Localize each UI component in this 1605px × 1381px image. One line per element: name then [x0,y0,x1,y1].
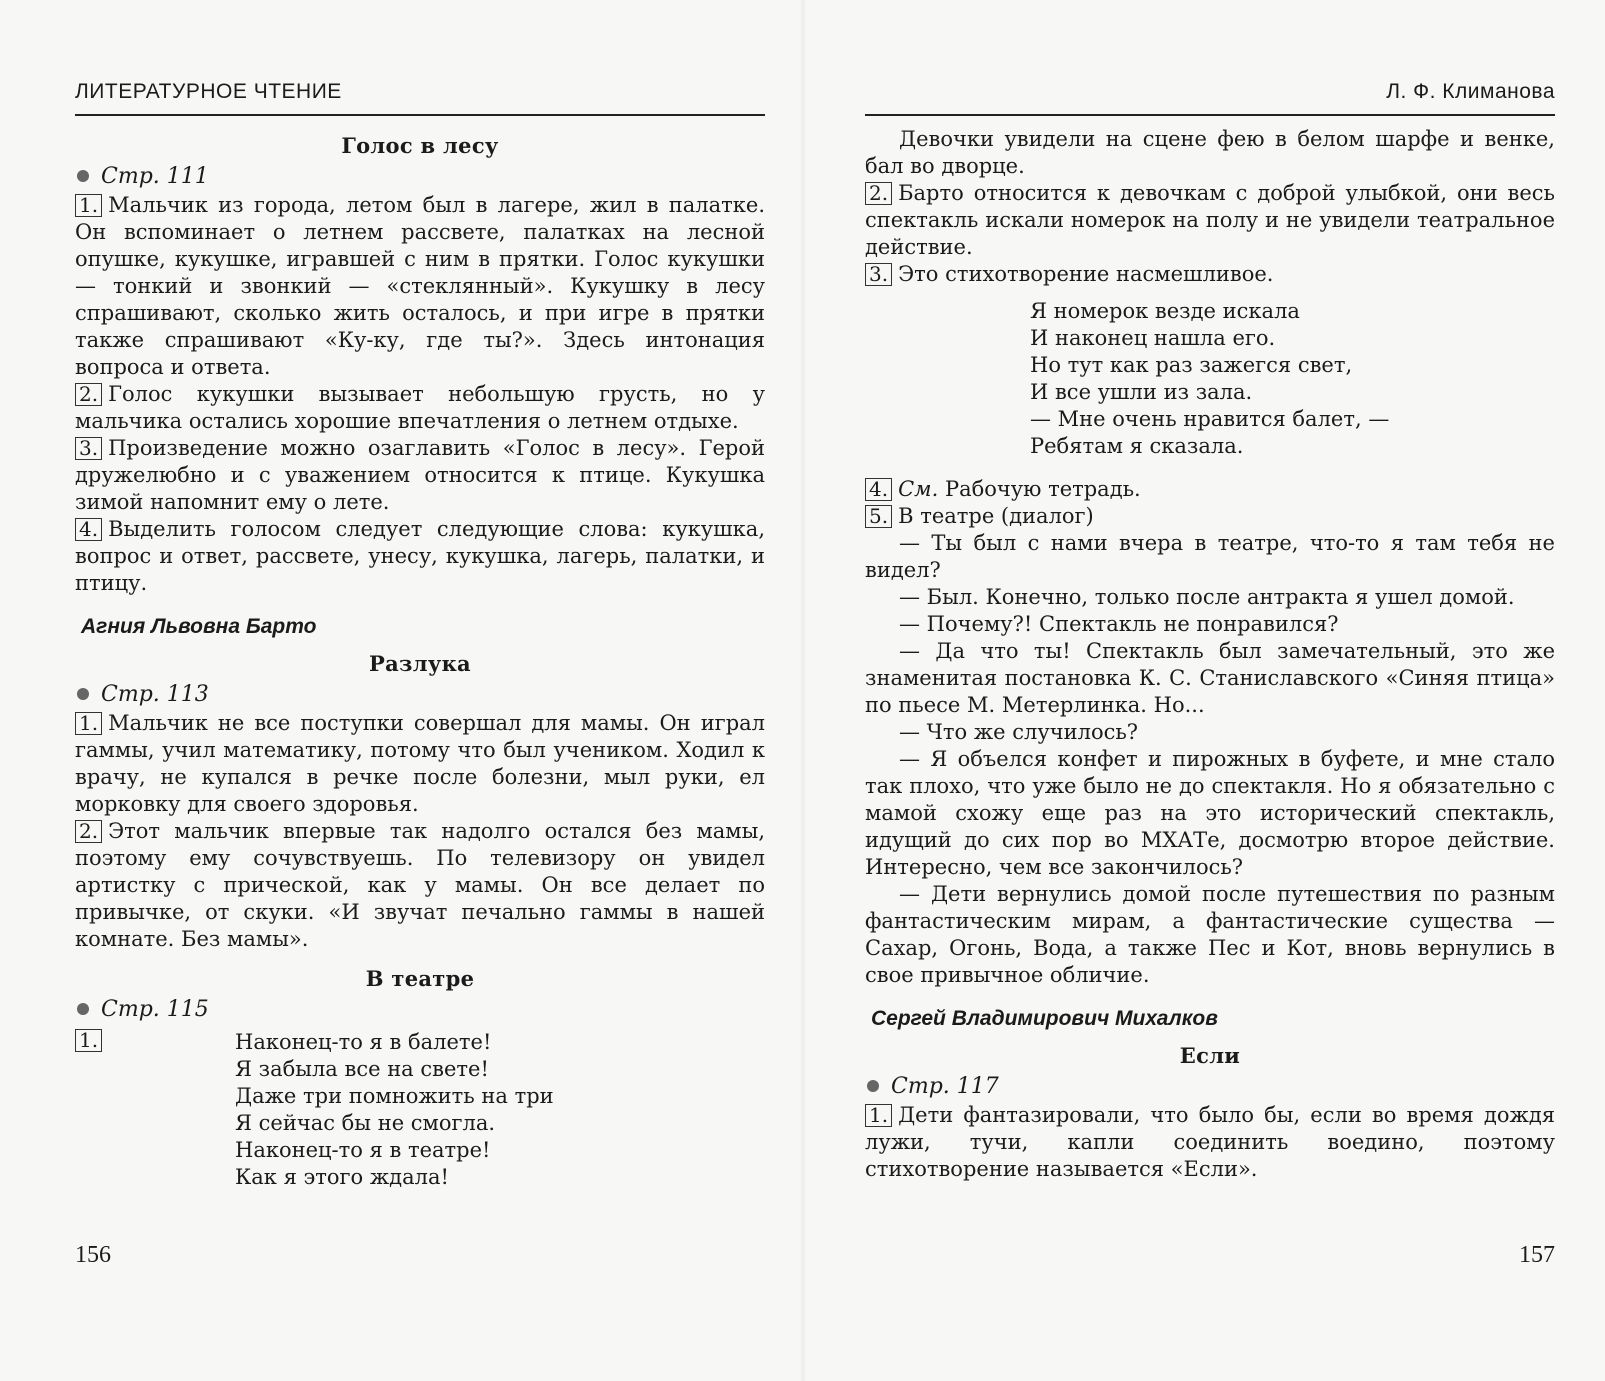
poem-line: Наконец-то я в балете! [235,1030,492,1054]
answer-item: 2. Этот мальчик впервые так надолго остался без мамы, поэтому ему сочувствуешь. По телевизору он увидел артистку с прической, как у мамы. Он все делает по привычке, от скуки. «И звучат печально гаммы в нашей комнате. Без мамы». [75,819,765,951]
poem-line: Ребятам я сказала. [1030,434,1244,458]
answer-number: 3. [865,263,892,286]
poem-line: Я забыла все на свете! [235,1057,489,1081]
page-ref-111: Стр. 111 [75,163,765,190]
dialog-line: — Я объелся конфет и пирожных в буфете, и мне стало так плохо, что уже было не до спектакля. Но я обязательно с мамой схожу еще раз на это исторический спектакль, идущий до сих пор во МХАТе, досмотрю второе действие. Интересно, чем все закончилось? [865,747,1555,879]
answer-number: 1. [865,1104,892,1127]
running-head-left: ЛИТЕРАТУРНОЕ ЧТЕНИЕ [75,78,765,116]
answer-item: 2. Барто относится к девочкам с доброй улыбкой, они весь спектакль искали номерок на полу и не увидели театральное действие. [865,181,1555,259]
dialog-line: — Да что ты! Спектакль был замечательный, это же знаменитая постановка К. С. Станиславского «Синяя птица» по пьесе М. Метерлинка. Но... [865,639,1555,717]
page-number-left: 156 [75,1242,111,1268]
page-number-right: 157 [1519,1242,1555,1268]
answer-number: 2. [75,820,102,843]
left-page [75,0,765,1381]
left-page-content [75,126,765,1207]
section-title-esli: Если [1179,1043,1241,1068]
poem-line: И наконец нашла его. [1030,326,1276,350]
poem-line: Наконец-то я в театре! [235,1138,491,1162]
poem [75,1029,765,1191]
author-mikhalkov: Сергей Владимирович Михалков [871,1007,1218,1030]
answer-item: 3. Это стихотворение насмешливое. [865,261,1555,288]
answer-number: 1. [75,1029,102,1052]
bullet-icon [77,688,89,700]
bullet-icon [867,1080,879,1092]
paragraph: Девочки увидели на сцене фею в белом шарфе и венке, бал во дворце. [865,127,1555,178]
answer-number: 2. [865,182,892,205]
poem-line: — Мне очень нравится балет, — [1030,407,1390,431]
answer-number: 1. [75,194,102,217]
dialog-line: — Ты был с нами вчера в театре, что-то я там тебя не видел? [865,531,1555,582]
section-title-golos: Голос в лесу [341,133,499,158]
answer-item: 3. Произведение можно озаглавить «Голос в лесу». Герой дружелюбно и с уважением относится к птице. Кукушка зимой напомнит ему о лете. [75,436,765,514]
page-ref-117: Стр. 117 [865,1073,1555,1100]
poem-line: Как я этого ждала! [235,1165,449,1189]
bullet-icon [77,1003,89,1015]
answer-number: 5. [865,505,892,528]
poem-line: Я номерок везде искала [1030,299,1300,323]
answer-number: 1. [75,712,102,735]
book-gutter [800,0,806,1381]
poem-line: Я сейчас бы не смогла. [235,1111,496,1135]
answer-item: 5. В театре (диалог) [865,503,1555,530]
answer-item: 1. Мальчик из города, летом был в лагере, жил в палатке. Он вспоминает о летнем рассвете, палатках на лесной опушке, кукушке, игравшей с ним в прятки. Голос кукушки — тонкий и звонкий — «стеклянный». Кукушку в лесу спрашивают, сколько жить осталось, и при игре в прятки также спрашивают «Ку-ку, где ты?». Здесь интонация вопроса и ответа. [75,193,765,379]
author-barto: Агния Львовна Барто [81,615,317,638]
answer-item: 1. Мальчик не все поступки совершал для мамы. Он играл гаммы, учил математику, потому что был учеником. Ходил к врачу, не купался в речке после болезни, мыл руки, ел морковку для своего здоровья. [75,711,765,816]
section-title-razluka: Разлука [369,651,471,676]
right-page [865,0,1555,1381]
answer-number: 4. [75,518,102,541]
answer-number: 2. [75,383,102,406]
section-title-teatr: В театре [365,966,475,991]
dialog-line: — Почему?! Спектакль не понравился? [899,612,1339,636]
answer-item: 4. См. Рабочую тетрадь. [865,476,1555,503]
poem-block [75,1029,765,1191]
page-ref-113: Стр. 113 [75,681,765,708]
dialog-line: — Что же случилось? [899,720,1139,744]
poem-line: Даже три помножить на три [235,1084,554,1108]
answer-item: 1. Дети фантазировали, что было бы, если во время дождя лужи, тучи, капли соединить воедино, поэтому стихотворение называется «Если». [865,1103,1555,1181]
running-head-right: Л. Ф. Климанова [865,78,1555,116]
poem-line: Но тут как раз зажегся свет, [1030,353,1353,377]
dialog-line: — Был. Конечно, только после антракта я ушел домой. [899,585,1515,609]
poem [865,298,1555,460]
poem-line: И все ушли из зала. [1030,380,1253,404]
answer-number: 4. [865,478,892,501]
page-ref-115: Стр. 115 [75,996,765,1023]
answer-item: 2. Голос кукушки вызывает небольшую грусть, но у мальчика остались хорошие впечатления о летнем отдыхе. [75,382,765,433]
answer-item: 4. Выделить голосом следует следующие слова: кукушка, вопрос и ответ, рассвете, унесу, кукушка, лагерь, палатки, и птицу. [75,517,765,595]
right-page-content [865,126,1555,1183]
bullet-icon [77,170,89,182]
dialog-line: — Дети вернулись домой после путешествия по разным фантастическим мирам, а фантастические существа — Сахар, Огонь, Вода, а также Пес и Кот, вновь вернулись в свое привычное обличие. [865,882,1555,987]
answer-number: 3. [75,437,102,460]
